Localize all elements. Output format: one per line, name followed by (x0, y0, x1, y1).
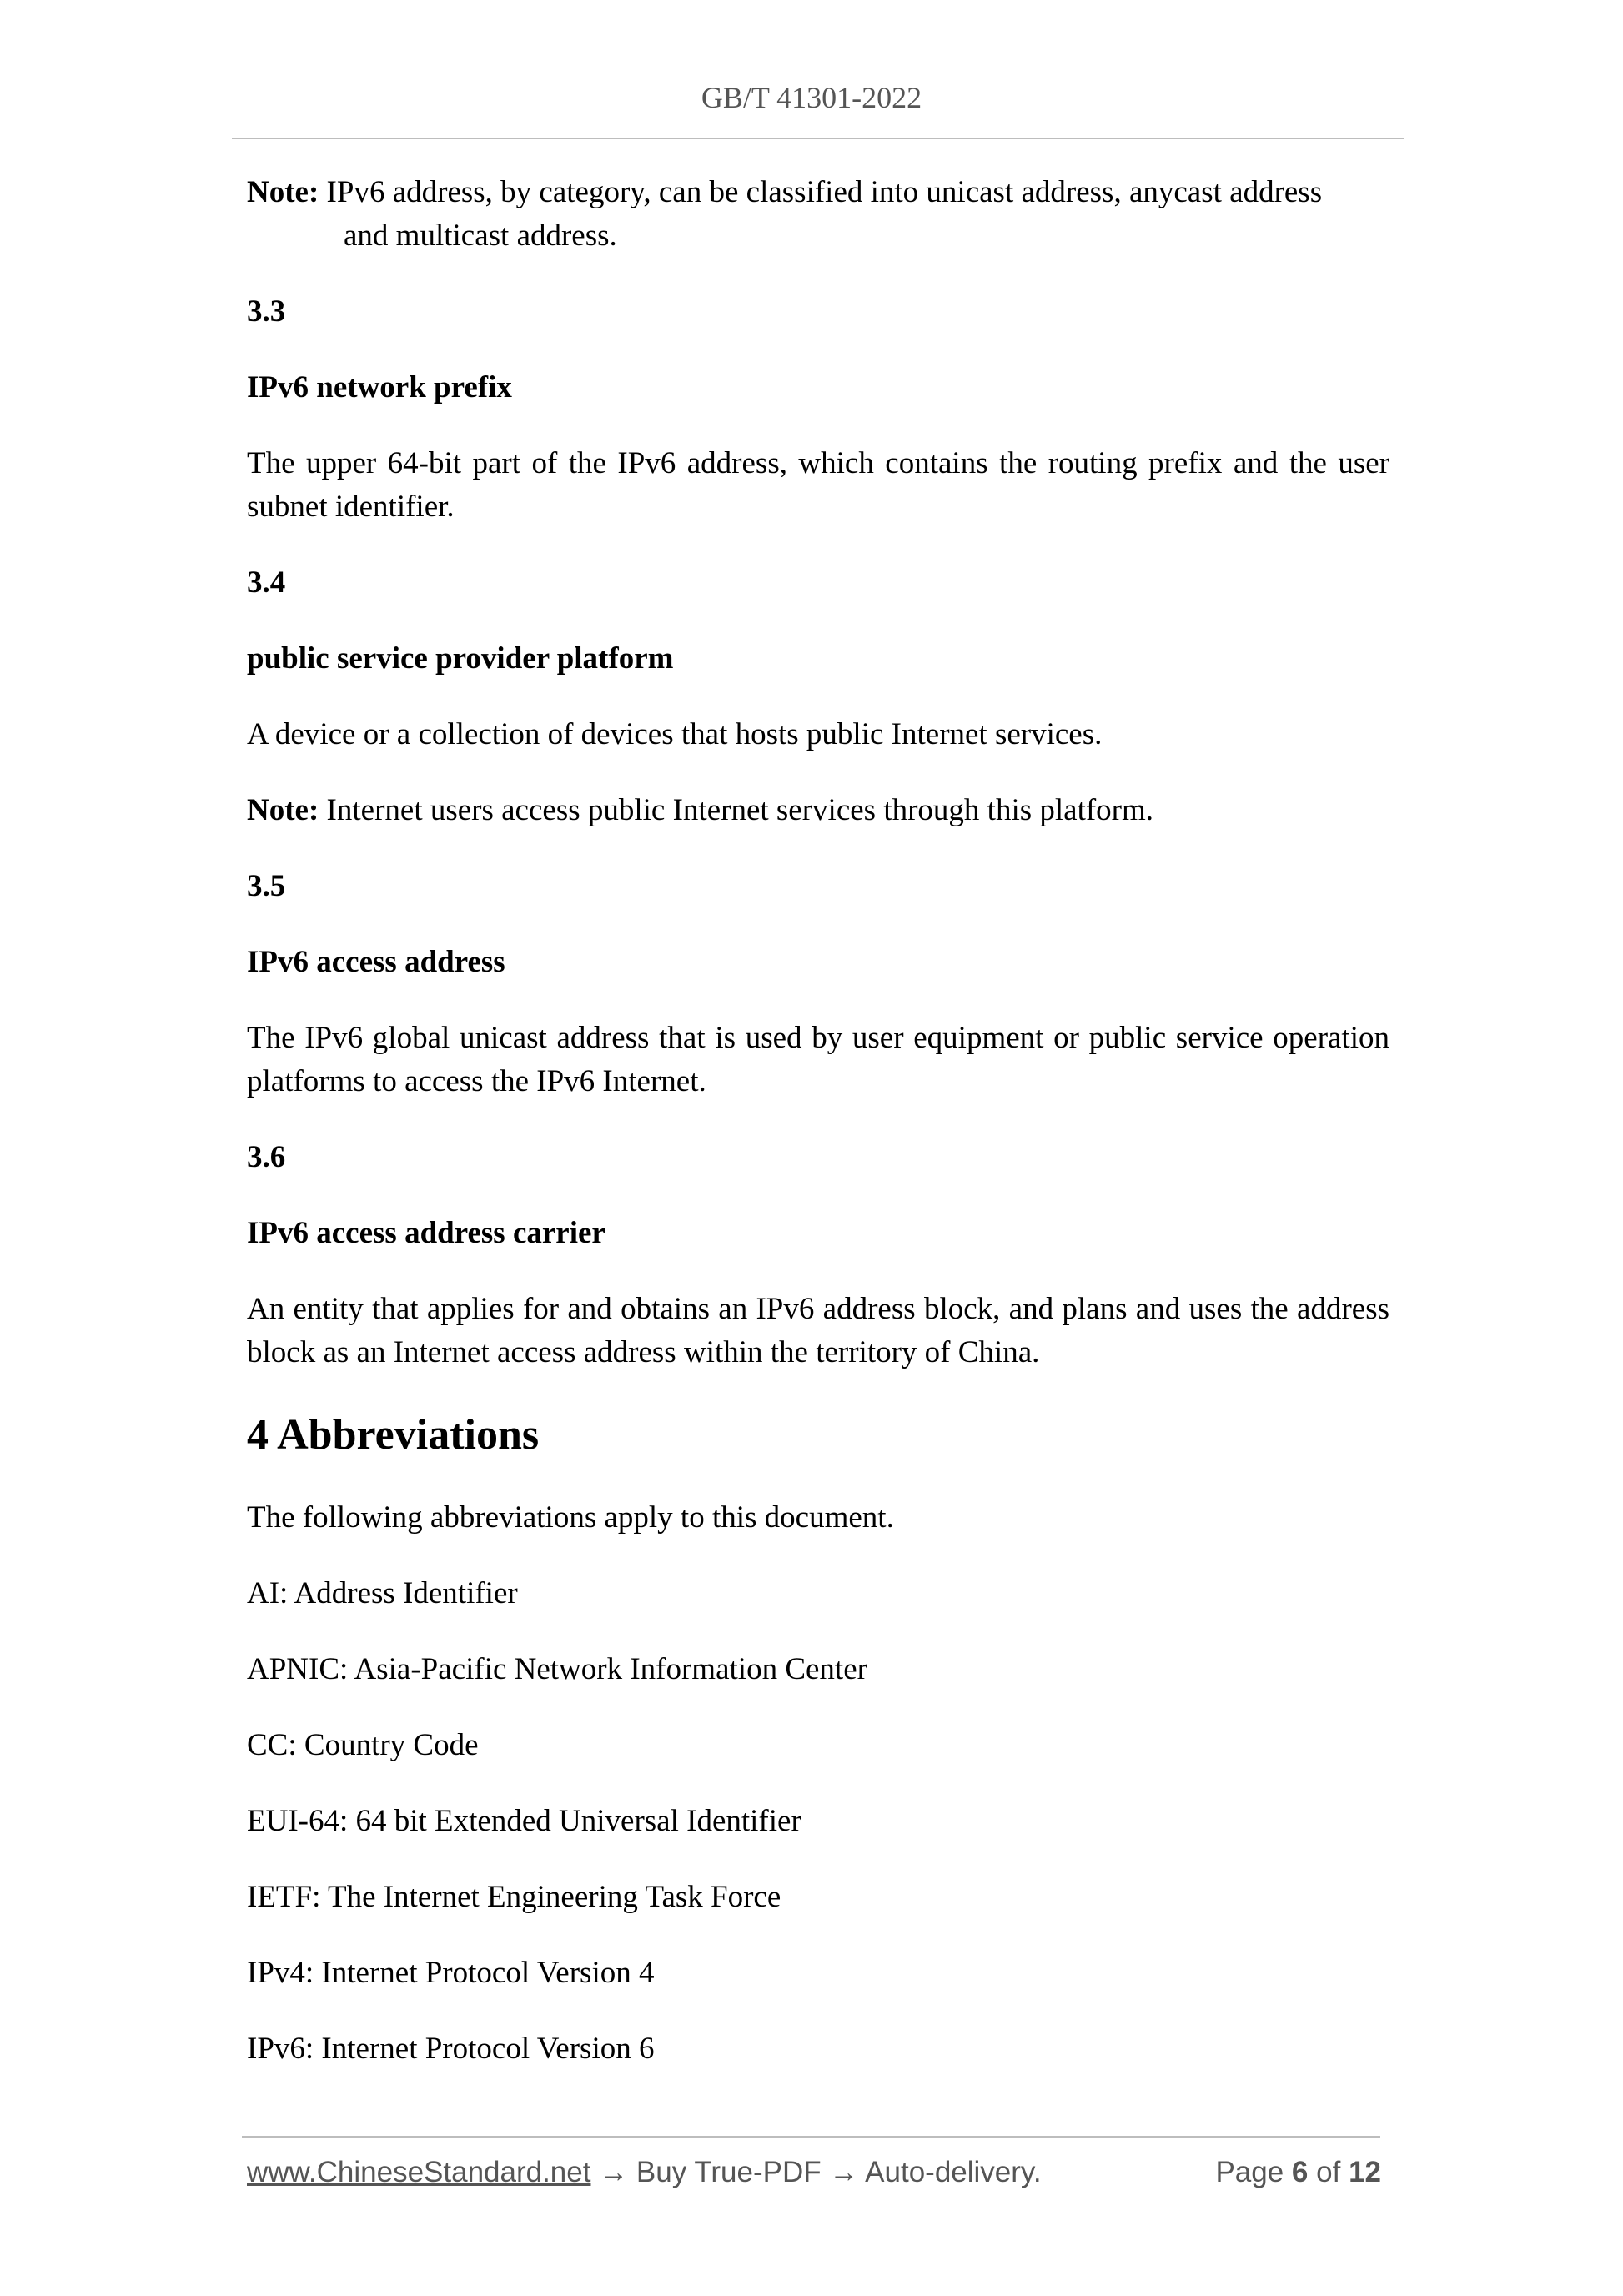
page-total: 12 (1349, 2156, 1381, 2188)
page-word: Page (1215, 2156, 1284, 2188)
page-indicator (1215, 2156, 1381, 2189)
footer-tagline: → Buy True-PDF → Auto-delivery. (590, 2156, 1042, 2188)
term-definition: A device or a collection of devices that hosts public Internet services. (247, 717, 1103, 751)
term-title: IPv6 access address (247, 945, 505, 979)
abbreviation-item: APNIC: Asia-Pacific Network Information Center (247, 1652, 867, 1686)
abbreviation-item: EUI-64: 64 bit Extended Universal Identifier (247, 1804, 801, 1838)
of-word: of (1316, 2156, 1341, 2188)
term-number: 3.4 (247, 565, 286, 600)
document-body (247, 171, 1389, 2103)
abbreviation-item: IPv6: Internet Protocol Version 6 (247, 2032, 655, 2066)
abbreviation-item: AI: Address Identifier (247, 1576, 518, 1610)
note-label: Note: (247, 793, 319, 827)
term-title: IPv6 access address carrier (247, 1216, 605, 1250)
footer-promo (247, 2156, 1042, 2189)
page-current: 6 (1291, 2156, 1309, 2188)
note-paragraph (247, 171, 1389, 258)
abbreviation-item: CC: Country Code (247, 1728, 479, 1762)
note-text: Internet users access public Internet services through this platform. (319, 793, 1154, 827)
header-title: GB/T 41301-2022 (701, 81, 922, 114)
note-paragraph (247, 789, 1389, 832)
section-intro: The following abbreviations apply to this document. (247, 1500, 894, 1535)
term-number: 3.3 (247, 294, 286, 329)
header-divider (232, 138, 1404, 139)
footer-divider (242, 2136, 1380, 2138)
note-text-line2: and multicast address. (344, 219, 617, 253)
term-number: 3.6 (247, 1140, 286, 1174)
abbreviation-item: IPv4: Internet Protocol Version 4 (247, 1956, 655, 1990)
term-definition: The IPv6 global unicast address that is used by user equipment or public service operation platforms to access the IPv6 Internet. (247, 1021, 1389, 1098)
term-number: 3.5 (247, 869, 286, 903)
term-title: IPv6 network prefix (247, 370, 512, 404)
term-definition: The upper 64-bit part of the IPv6 address, which contains the routing prefix and the user subnet identifier. (247, 446, 1389, 524)
term-title: public service provider platform (247, 641, 674, 676)
website-link[interactable]: www.ChineseStandard.net (247, 2156, 591, 2188)
section-heading: 4 Abbreviations (247, 1411, 540, 1459)
term-definition: An entity that applies for and obtains an IPv6 address block, and plans and uses the address block as an Internet access address within the territory of China. (247, 1292, 1389, 1369)
note-text-line1: IPv6 address, by category, can be classified into unicast address, anycast address (319, 175, 1323, 209)
abbreviation-item: IETF: The Internet Engineering Task Force (247, 1880, 781, 1914)
footer (247, 2156, 1381, 2198)
note-label: Note: (247, 175, 319, 209)
